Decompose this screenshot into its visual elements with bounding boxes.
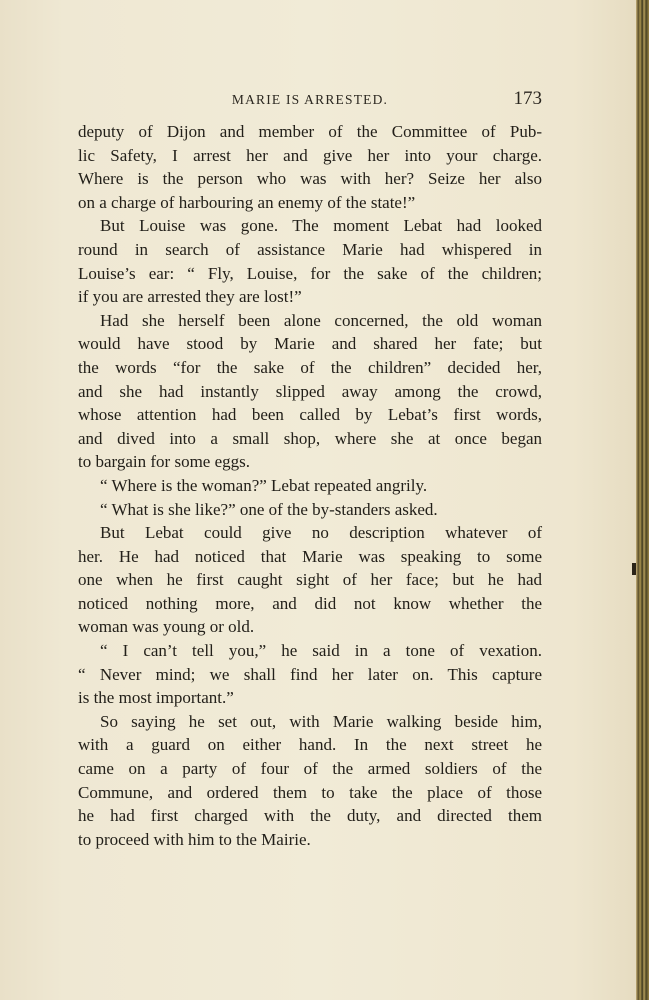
text-line: But Lebat could give no description whatever of bbox=[100, 523, 542, 543]
text-line: the words “for the sake of the children” decided her, bbox=[78, 357, 542, 377]
text-line: came on a party of four of the armed soldiers of the bbox=[78, 759, 542, 779]
text-line: Had she herself been alone concerned, the old woman bbox=[100, 310, 542, 330]
text-line: But Louise was gone. The moment Lebat had looked bbox=[100, 216, 542, 236]
running-title: MARIE IS ARRESTED. bbox=[231, 92, 389, 107]
page-number: 173 bbox=[513, 88, 542, 109]
edge-mark bbox=[632, 563, 636, 575]
book-edge bbox=[636, 0, 649, 1000]
text-line: So saying he set out, with Marie walking beside him, bbox=[100, 711, 542, 731]
text-line: Where is the person who was with her? Seize her also bbox=[78, 169, 542, 189]
body-text bbox=[78, 120, 542, 851]
text-line: if you are arrested they are lost!” bbox=[78, 287, 302, 307]
text-line: “ Never mind; we shall find her later on. This capture bbox=[78, 664, 542, 684]
text-line: one when he first caught sight of her face; but he had bbox=[78, 570, 542, 590]
text-line: is the most important.” bbox=[78, 688, 234, 708]
text-line: he had first charged with the duty, and directed them bbox=[78, 806, 542, 826]
text-line: with a guard on either hand. In the next street he bbox=[78, 735, 542, 755]
text-line: and dived into a small shop, where she at once began bbox=[78, 428, 542, 448]
text-line: Louise’s ear: “ Fly, Louise, for the sake of the children; bbox=[78, 263, 542, 283]
text-line: on a charge of harbouring an enemy of the state!” bbox=[78, 192, 416, 212]
text-line: and she had instantly slipped away among the crowd, bbox=[78, 381, 542, 401]
text-line: lic Safety, I arrest her and give her into your charge. bbox=[78, 145, 542, 165]
running-head bbox=[78, 88, 542, 112]
text-line: “ Where is the woman?” Lebat repeated angrily. bbox=[100, 475, 428, 495]
text-line: to bargain for some eggs. bbox=[78, 452, 251, 472]
text-line: would have stood by Marie and shared her fate; but bbox=[78, 334, 542, 354]
text-line: woman was young or old. bbox=[78, 617, 255, 637]
text-line: Commune, and ordered them to take the place of those bbox=[78, 782, 542, 802]
text-line: her. He had noticed that Marie was speaking to some bbox=[78, 546, 542, 566]
text-line: whose attention had been called by Lebat’s first words, bbox=[78, 405, 542, 425]
text-line: round in search of assistance Marie had whispered in bbox=[78, 239, 542, 259]
text-line: noticed nothing more, and did not know whether the bbox=[78, 593, 542, 613]
text-line: to proceed with him to the Mairie. bbox=[78, 829, 311, 849]
text-line: “ I can’t tell you,” he said in a tone of vexation. bbox=[100, 641, 542, 661]
text-line: deputy of Dijon and member of the Committee of Pub- bbox=[78, 122, 542, 141]
text-line: “ What is she like?” one of the by-standers asked. bbox=[100, 499, 438, 519]
